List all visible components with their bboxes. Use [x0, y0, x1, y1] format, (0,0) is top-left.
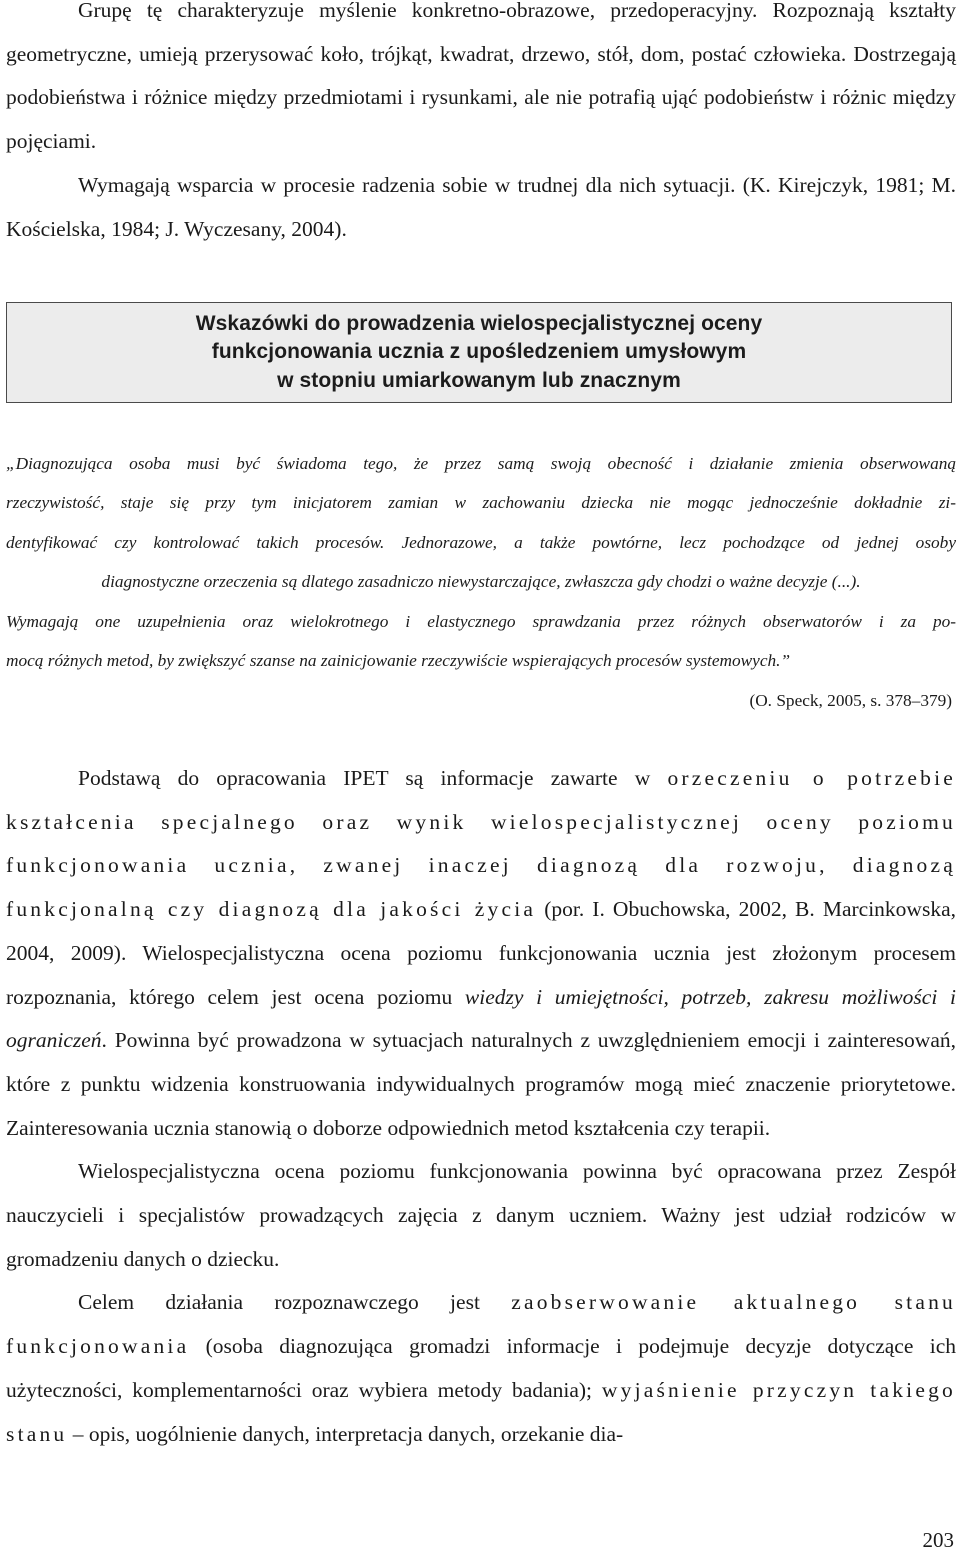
- body-text: (osoba diagnozująca gromadzi informacje i podejmuje decyzje dotyczące ich użyteczności, komplementarności oraz wybiera metody badania);: [6, 1334, 956, 1402]
- body-text: (por. I. Obuchowska, 2002, B. Marcinkowska, 2004, 2009). Wielospecjalistyczna ocena poziomu funkcjonowania ucznia jest złożonym procesem rozpoznania, którego celem jest ocena poziomu: [6, 897, 956, 1009]
- quotation-text: [6, 444, 956, 680]
- body-paragraph-2: Wielospecjalistyczna ocena poziomu funkcjonowania powinna być opracowana przez Zespół nauczycieli i specjalistów prowadzących zajęcia z danym uczniem. Ważny jest udział rodziców w gromadzeniu danych o dziecku.: [6, 1159, 956, 1271]
- section-heading-box: [6, 302, 952, 403]
- body-text: Podstawą do opracowania IPET są informacje zawarte w: [78, 766, 668, 790]
- page-number: 203: [922, 1528, 954, 1552]
- spaced-emphasis: zaobserwowanie aktualnego stanu funkcjonowania: [6, 1290, 956, 1359]
- heading-line-2: funkcjonowania ucznia z upośledzeniem umysłowym: [211, 340, 747, 364]
- quote-line-2: rzeczywistość, staje się przy tym inicjatorem zamian w zachowaniu dziecka nie mogąc jednocześnie dokładnie zi-: [6, 493, 956, 513]
- quote-line-1: „Diagnozująca osoba musi być świadoma tego, że przez samą swoją obecność i działanie zmienia obserwowaną: [6, 454, 956, 473]
- body-paragraph-1: [6, 757, 956, 1150]
- heading-line-3: w stopniu umiarkowanym lub znacznym: [277, 368, 681, 392]
- intro-paragraph-2: Wymagają wsparcia w procesie radzenia sobie w trudnej dla nich sytuacji. (K. Kirejczyk, 1981; M. Kościelska, 1984; J. Wyczesany, 2004).: [6, 172, 956, 241]
- quote-line-4: diagnostyczne orzeczenia są dlatego zasadniczo niewystarczające, zwłaszcza gdy chodzi o ważne decyzje (...).: [101, 572, 861, 592]
- intro-section: [6, 0, 956, 251]
- quotation-block: [6, 444, 956, 680]
- quote-line-5: Wymagają one uzupełnienia oraz wielokrotnego i elastycznego sprawdzania przez różnych obserwatorów i za po-: [6, 611, 956, 631]
- body-text: Celem działania rozpoznawczego jest: [78, 1290, 512, 1315]
- spaced-emphasis: wyjaśnienie przyczyn takiego stanu: [6, 1377, 956, 1446]
- quote-line-6: mocą różnych metod, by zwiększyć szanse na zainicjowanie rzeczywiście wspierających procesów systemowych.”: [6, 651, 791, 671]
- spaced-emphasis: orzeczeniu o potrzebie kształcenia specjalnego oraz wynik wielospecjalistycznej oceny poziomu funkcjonowania ucznia, zwanej inaczej diagnozą dla rozwoju, diagnozą funkcjonalną czy diagnozą dla jakości życia: [6, 766, 956, 922]
- intro-paragraph-1: Grupę tę charakteryzuje myślenie konkretno-obrazowe, przedoperacyjny. Rozpoznają kształty geometryczne, umieją przerysować koło, trójkąt, kwadrat, drzewo, stół, dom, postać człowieka. Dostrzegają podobieństwa i różnice między przedmiotami i rysunkami, ale nie potrafią ująć podobieństw i różnic między pojęciami.: [6, 0, 956, 154]
- quote-line-3: dentyfikować czy kontrolować takich procesów. Jednorazowe, a także powtórne, lecz pochodzące od jednej osoby: [6, 532, 956, 552]
- body-text: – opis, uogólnienie danych, interpretacja danych, orzekanie dia-: [67, 1421, 624, 1446]
- heading-line-1: Wskazówki do prowadzenia wielospecjalistycznej oceny: [195, 311, 763, 335]
- italic-emphasis: wiedzy i umiejętności, potrzeb, zakresu możliwości i ograniczeń: [6, 984, 956, 1053]
- body-text: . Powinna być prowadzona w sytuacjach naturalnych z uwzględnieniem emocji i zainteresowań, które z punktu widzenia konstruowania indywidualnych programów mogą mieć znaczenie priorytetowe. Zainteresowania ucznia stanowią o doborze odpowiednich metod kształcenia czy terapii.: [6, 1028, 956, 1140]
- quote-citation: (O. Speck, 2005, s. 378–379): [749, 691, 952, 710]
- main-body: [6, 757, 956, 1456]
- body-paragraph-3: [6, 1281, 956, 1456]
